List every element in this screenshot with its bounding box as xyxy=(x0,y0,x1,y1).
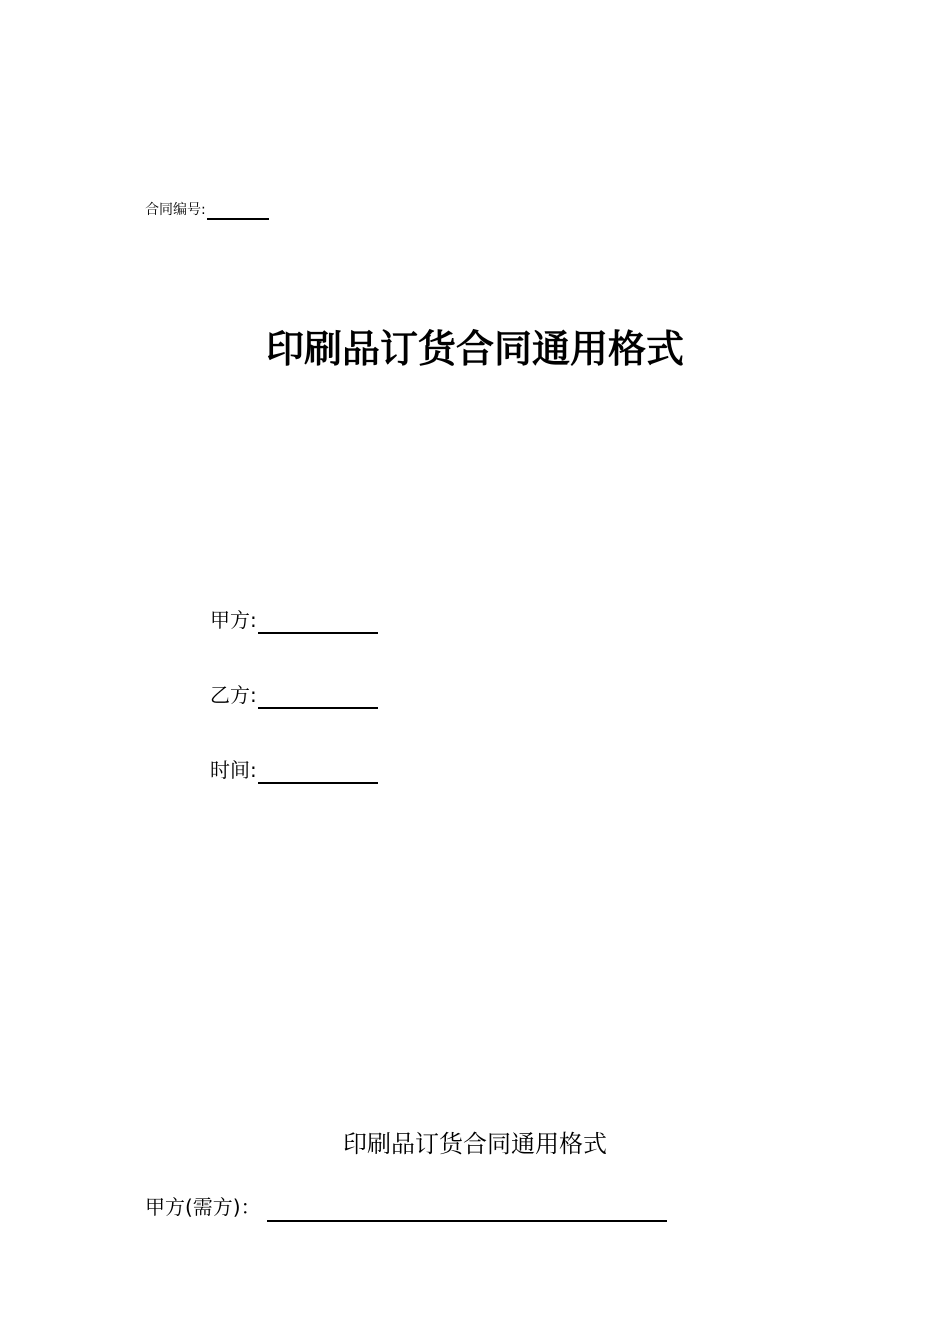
date-label: 时间: xyxy=(210,758,257,782)
document-title: 印刷品订货合同通用格式 xyxy=(265,327,684,371)
party-a-blank[interactable] xyxy=(258,610,378,634)
party-b-label: 乙方: xyxy=(210,683,257,707)
party-b-field xyxy=(210,681,378,709)
contract-number-blank[interactable] xyxy=(207,202,269,220)
party-b-blank[interactable] xyxy=(258,685,378,709)
party-a-field xyxy=(210,606,378,634)
body-title: 印刷品订货合同通用格式 xyxy=(343,1130,607,1158)
party-a-label: 甲方: xyxy=(210,608,257,632)
contract-number-label: 合同编号: xyxy=(145,202,206,218)
buyer-field xyxy=(145,1192,667,1222)
buyer-blank[interactable] xyxy=(267,1196,667,1222)
date-field xyxy=(210,756,378,784)
date-blank[interactable] xyxy=(258,760,378,784)
buyer-label: 甲方(需方)： xyxy=(145,1195,261,1219)
contract-number-field xyxy=(145,200,269,220)
